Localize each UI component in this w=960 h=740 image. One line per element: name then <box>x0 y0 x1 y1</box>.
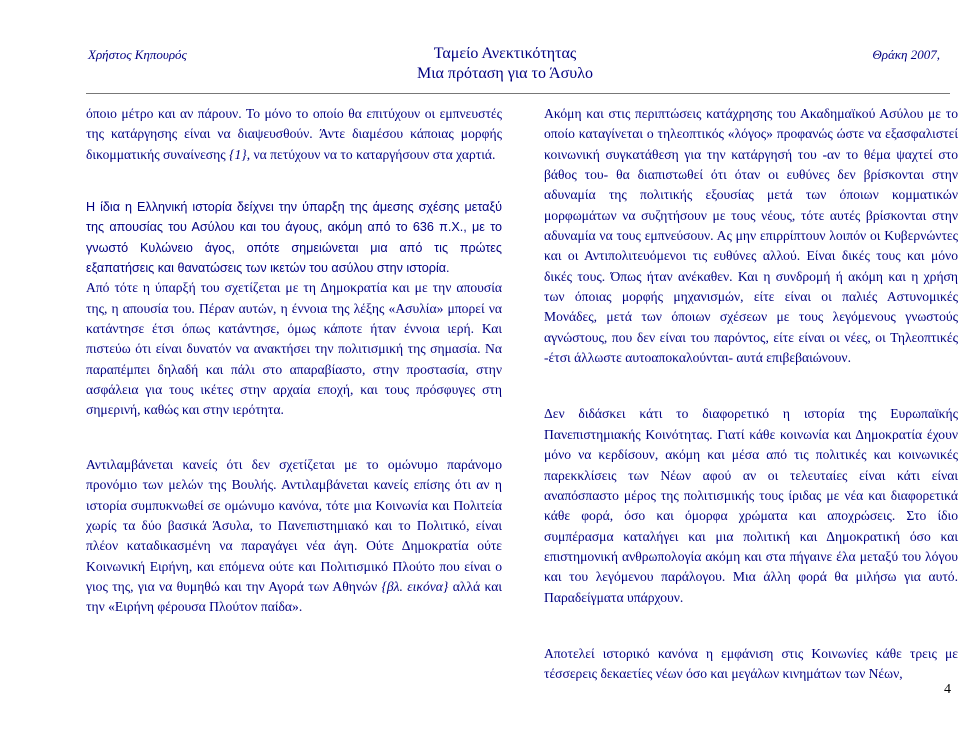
header-author: Χρήστος Κηπουρός <box>88 47 187 62</box>
header-title-line2: Μια πρόταση για το Άσυλο <box>417 65 593 82</box>
left-paragraph-1 <box>86 104 502 165</box>
header-title <box>380 44 630 84</box>
left-paragraph-2-continued: Από τότε η ύπαρξή του σχετίζεται με τη Δημοκρατία και με την απουσία της, η απουσία του. Πέραν αυτών, η έννοια της λέξης «Ασυλία» μπορεί να κατάντησε έτσι όπως κατάντησε, όμως κάποτε ήταν έννοια ιερή. Και πιστεύω ότι είναι δυνατόν να ανακτήσει την πολιτισμική της σημασία. Να παραπέμπει δηλαδή και πάλι στο απαραβίαστο, στην προστασία, στην ασφάλεια για τους ικέτες στην αρχαία εποχή, και τους πρόσφυγες στη σημερινή, καθώς και στην ιερότητα. <box>86 280 502 418</box>
page-number: 4 <box>944 682 951 697</box>
left-p3-text-b: αλλά και την «Ειρήνη φέρουσα Πλούτον παίδα». <box>86 578 503 615</box>
left-paragraph-3 <box>86 455 502 618</box>
right-paragraph-3: Αποτελεί ιστορικό κανόνα η εμφάνιση στις Κοινωνίες κάθε τρεις με τέσσερεις δεκαετίες νέων όσο και μεγάλων κινημάτων των Νέων, <box>544 645 958 682</box>
header-title-line1: Ταμείο Ανεκτικότητας <box>433 45 577 62</box>
right-paragraph-1: Ακόμη και στις περιπτώσεις κατάχρησης του Ακαδημαϊκού Ασύλου με το οποίο καταγίνεται ο τηλεοπτικός «λόγος» προφανώς ώστε να εξασφαλιστεί κοινωνική συγκατάθεση για την κατάργησή του -αν το θέμα ψαχτεί στο βάθος του- θα διαπιστωθεί ότι όταν οι ευθύνες δεν βρίσκονται στην αδυναμία της πολιτικής εξουσίας μετά των όποιων κομματικών μορφωμάτων να συζητήσουν με τους νέους, τότε αυτές βρίσκονται στην αδυναμία να τους εμπνεύσουν. Ας μην επιρρίπτουν λοιπόν οι Κυβερνώντες και οι Αντιπολιτευόμενοι τις ευθύνες αλλού. Είναι δικές τους και μόνο δικές τους. Όπως ήταν ανέκαθεν. Και η συνδρομή ή ακόμη και η χρήση των όποιας μορφής μηχανισμών, είτε είναι οι παλιές Αστυνομικές Μονάδες, μετά των όποιων σχέσεων με τους λεγόμενους γνωστούς αγνώστους, που δεν είναι του παρόντος, είτε είναι οι νέες, οι Τηλεοπτικές -έτσι άλλωστε αυτοαποκαλούνται- αυτά επιβεβαιώνουν. <box>544 106 958 366</box>
left-column <box>86 104 502 618</box>
image-reference[interactable]: {βλ. εικόνα} <box>381 578 449 594</box>
header-place-date: Θράκη 2007, <box>872 47 940 62</box>
left-p3-text-a: Αντιλαμβάνεται κανείς ότι δεν σχετίζεται με το ομώνυμο παράνομο προνόμιο των μελών της Βουλής. Αντιλαμβάνεται κανείς επίσης ότι αν η ιστορία συμπυκνωθεί σε ομώνυμο κανόνα, τότε μια Κοινωνία και Πολιτεία χωρίς τα δύο βασικά Άσυλα, το Πανεπιστημιακό και το Πολιτικό, είναι πλέον καταδικασμένη να παραγάγει νέα άγη. Ούτε Δημοκρατία ούτε Κοινωνική Ειρήνη, και επόμενα ούτε και Πολιτισμικό Πλούτο που είναι ο γιος της, για να θυμηθώ και την Αγορά των Αθηνών <box>86 456 502 594</box>
left-paragraph-2: Η ίδια η Ελληνική ιστορία δείχνει την ύπαρξη της άμεσης σχέσης μεταξύ της απουσίας του Ασύλου και του άγους, ακόμη από το 636 π.Χ., με το γνωστό Κυλώνειο άγος, οπότε σημειώνεται μια από τις πρώτες εξαπατήσεις και θανατώσεις των ικετών του ασύλου στην ιστορία. <box>86 200 502 276</box>
left-p1-text-b: , να πετύχουν να το καταργήσουν στα χαρτιά. <box>246 146 496 162</box>
right-paragraph-2: Δεν διδάσκει κάτι το διαφορετικό η ιστορία της Ευρωπαϊκής Πανεπιστημιακής Κοινότητας. Γιατί κάθε κοινωνία και Δημοκρατία έχουν μόνο να κερδίσουν, ακόμη και μέσα από τις πολιτικές και κοινωνικές παρεκκλίσεις των Νέων αφού αν οι τελευταίες είναι κάτι είναι αναπόσπαστο μέρος της πολιτισμικής τους ίριδας με νέα και διαφορετικά κάθε φορά, όσο και όμορφα χρώματα και αποχρώσεις. Στο ίδιο συμπέρασμα καταλήγει και μια πολιτική και Δημοκρατική όσο και επιστημονική ανθρωπολογία ακόμη και στα πήγαινε έλα μεταξύ του λόγου και του λεγόμενου παράλογου. Μια άλλη φορά θα μιλήσω για αυτό. Παραδείγματα υπάρχουν. <box>544 406 958 605</box>
right-column <box>544 104 958 685</box>
left-p1-text-a: όποιο μέτρο και αν πάρουν. Το μόνο το οποίο θα επιτύχουν οι εμπνευστές της κατάργησης είναι να διαψευσθούν. Άντε διαμέσου κάποιας μορφής δικομματικής συναίνεσης <box>86 106 502 162</box>
footnote-reference[interactable]: {1} <box>229 146 247 162</box>
header-divider <box>86 93 950 94</box>
